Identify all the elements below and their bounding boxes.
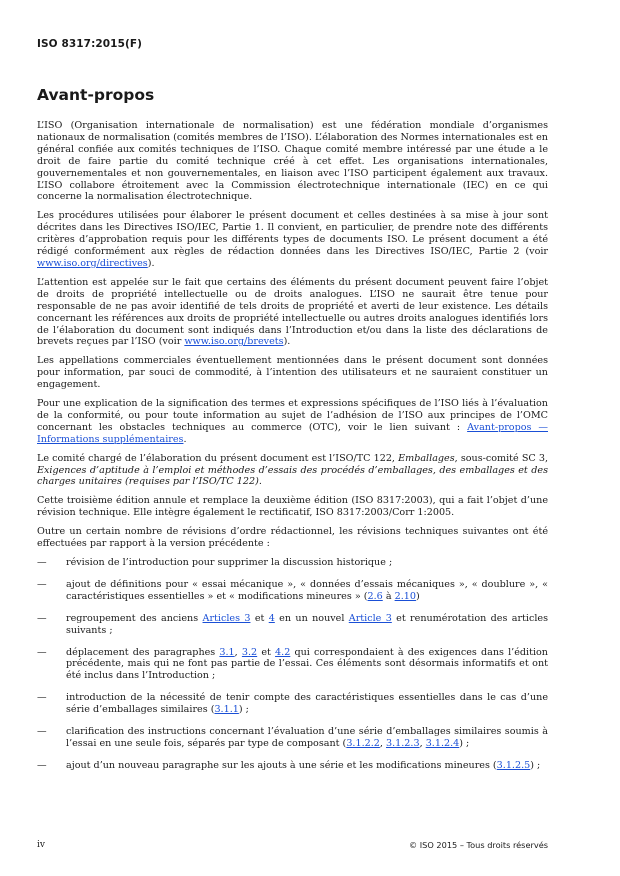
link-clause-3-1-2-2[interactable]: 3.1.2.2 [346,737,380,749]
list-item: — introduction de la nécessité de tenir compte des caractéristiques essentielles dans le cas d’une série d’emballages similaires (3.1.1) ; [37,692,548,716]
list-item: — regroupement des anciens Articles 3 et 4 en un nouvel Article 3 et renumérotation des articles suivants ; [37,612,548,636]
list-item: — ajout d’un nouveau paragraphe sur les ajouts à une série et les modifications mineures (3.1.2.5) ; [37,759,541,771]
foreword-body [37,120,548,782]
link-articles-3[interactable]: Articles 3 [202,612,251,624]
link-clause-3-1-1[interactable]: 3.1.1 [214,704,239,716]
paragraph-iso-organisation: L’ISO (Organisation internationale de normalisation) est une fédération mondiale d’organismes nationaux de normalisation (comités membres de l’ISO). L’élaboration des Normes internationales est en général confiée aux comités techniques de l’ISO. Chaque comité membre intéressé par une étude a le droit de faire partie du comité technique créé à cet effet. Les organisations internationales, gouvernementales et non gouvernementales, en liaison avec l’ISO participent également aux travaux. L’ISO collabore étroitement avec la Commission électrotechnique internationale (IEC) en ce qui concerne la normalisation électrotechnique. [37,120,548,203]
paragraph-revisions-intro: Outre un certain nombre de révisions d’ordre rédactionnel, les révisions techniques suivantes ont été effectuées par rapport à la version précédente : [37,526,548,550]
list-item: — déplacement des paragraphes 3.1, 3.2 et 4.2 qui correspondaient à des exigences dans l’édition précédente, mais qui ne font pas partie de l’essai. Ces éléments sont désormais informatifs et ont été inclus dans l’Introduction ; [37,646,548,682]
link-clause-2-6[interactable]: 2.6 [367,590,383,602]
paragraph-trade-names: Les appellations commerciales éventuellement mentionnées dans le présent document sont données pour information, par souci de commodité, à l’intention des utilisateurs et ne sauraient constituer un engagement. [37,355,548,391]
list-item: — ajout de définitions pour « essai mécanique », « données d’essais mécaniques », « doublure », « caractéristiques essentielles » et « modifications mineures » (2.6 à 2.10) [37,578,548,602]
link-article-3[interactable]: Article 3 [348,612,392,624]
link-clause-3-1-2-3[interactable]: 3.1.2.3 [386,737,420,749]
list-item: — clarification des instructions concernant l’évaluation d’une série d’emballages similaires soumis à l’essai en une seule fois, séparés par type de composant (3.1.2.2, 3.1.2.3, 3.1.2.4) ; [37,726,548,749]
link-clause-3-1-2-5[interactable]: 3.1.2.5 [496,759,531,771]
link-clause-4-2[interactable]: 4.2 [275,646,291,658]
document-id-header: ISO 8317:2015(F) [37,38,143,50]
paragraph-procedures: Les procédures utilisées pour élaborer le présent document et celles destinées à sa mise à jour sont décrites dans les Directives ISO/IEC, Partie 1. Il convient, en particulier, de prendre note des différents critères d’approbation requis pour les différents types de documents ISO. Le présent document a été rédigé conformément aux règles de rédaction données dans les Directives ISO/IEC, Partie 2 (voir www.iso.org/directives). [37,210,548,269]
link-iso-brevets[interactable]: www.iso.org/brevets [184,336,284,348]
copyright-notice: © ISO 2015 – Tous droits réservés [408,840,548,850]
paragraph-patent-rights: L’attention est appelée sur le fait que certains des éléments du présent document peuvent faire l’objet de droits de propriété intellectuelle ou de droits analogues. L’ISO ne saurait être tenue pour responsable de ne pas avoir identifié de tels droits de propriété et averti de leur existence. Les détails concernant les références aux droits de propriété intellectuelle ou autres droits analogues identifiés lors de l’élaboration du document sont indiqués dans l’Introduction et/ou dans la liste des déclarations de brevets reçues par l’ISO (voir www.iso.org/brevets). [37,276,548,348]
page-number: iv [37,840,45,850]
paragraph-conformity: Pour une explication de la signification des termes et expressions spécifiques de l’ISO liés à l’évaluation de la conformité, ou pour toute information au sujet de l’adhésion de l’ISO aux principes de l’OMC concernant les obstacles techniques au commerce (OTC), voir le lien suivant : Avant-propos — Informations supplémentaires. [37,398,548,445]
revision-list [37,557,548,772]
link-clause-3-2[interactable]: 3.2 [241,646,258,658]
link-iso-directives[interactable]: www.iso.org/directives [37,257,148,269]
section-title: Avant-propos [37,86,155,104]
link-supplementary-info[interactable]: Avant-propos — Informations supplémentaires [37,421,548,445]
list-item: — révision de l’introduction pour supprimer la discussion historique ; [37,557,393,568]
paragraph-committee: Le comité chargé de l’élaboration du présent document est l’ISO/TC 122, Emballages, sous-comité SC 3, Exigences d’aptitude à l’emploi et méthodes d’essais des procédés d’emballages, des emballages et des charges unitaires (requises par l’ISO/TC 122). [37,452,548,488]
link-clause-2-10[interactable]: 2.10 [394,590,416,602]
link-clause-3-1-2-4[interactable]: 3.1.2.4 [425,737,460,749]
link-clause-3-1[interactable]: 3.1 [219,646,235,658]
paragraph-edition: Cette troisième édition annule et remplace la deuxième édition (ISO 8317:2003), qui a fait l’objet d’une révision technique. Elle intègre également le rectificatif, ISO 8317:2003/Corr 1:2005. [37,495,548,519]
link-article-4[interactable]: 4 [268,612,275,624]
